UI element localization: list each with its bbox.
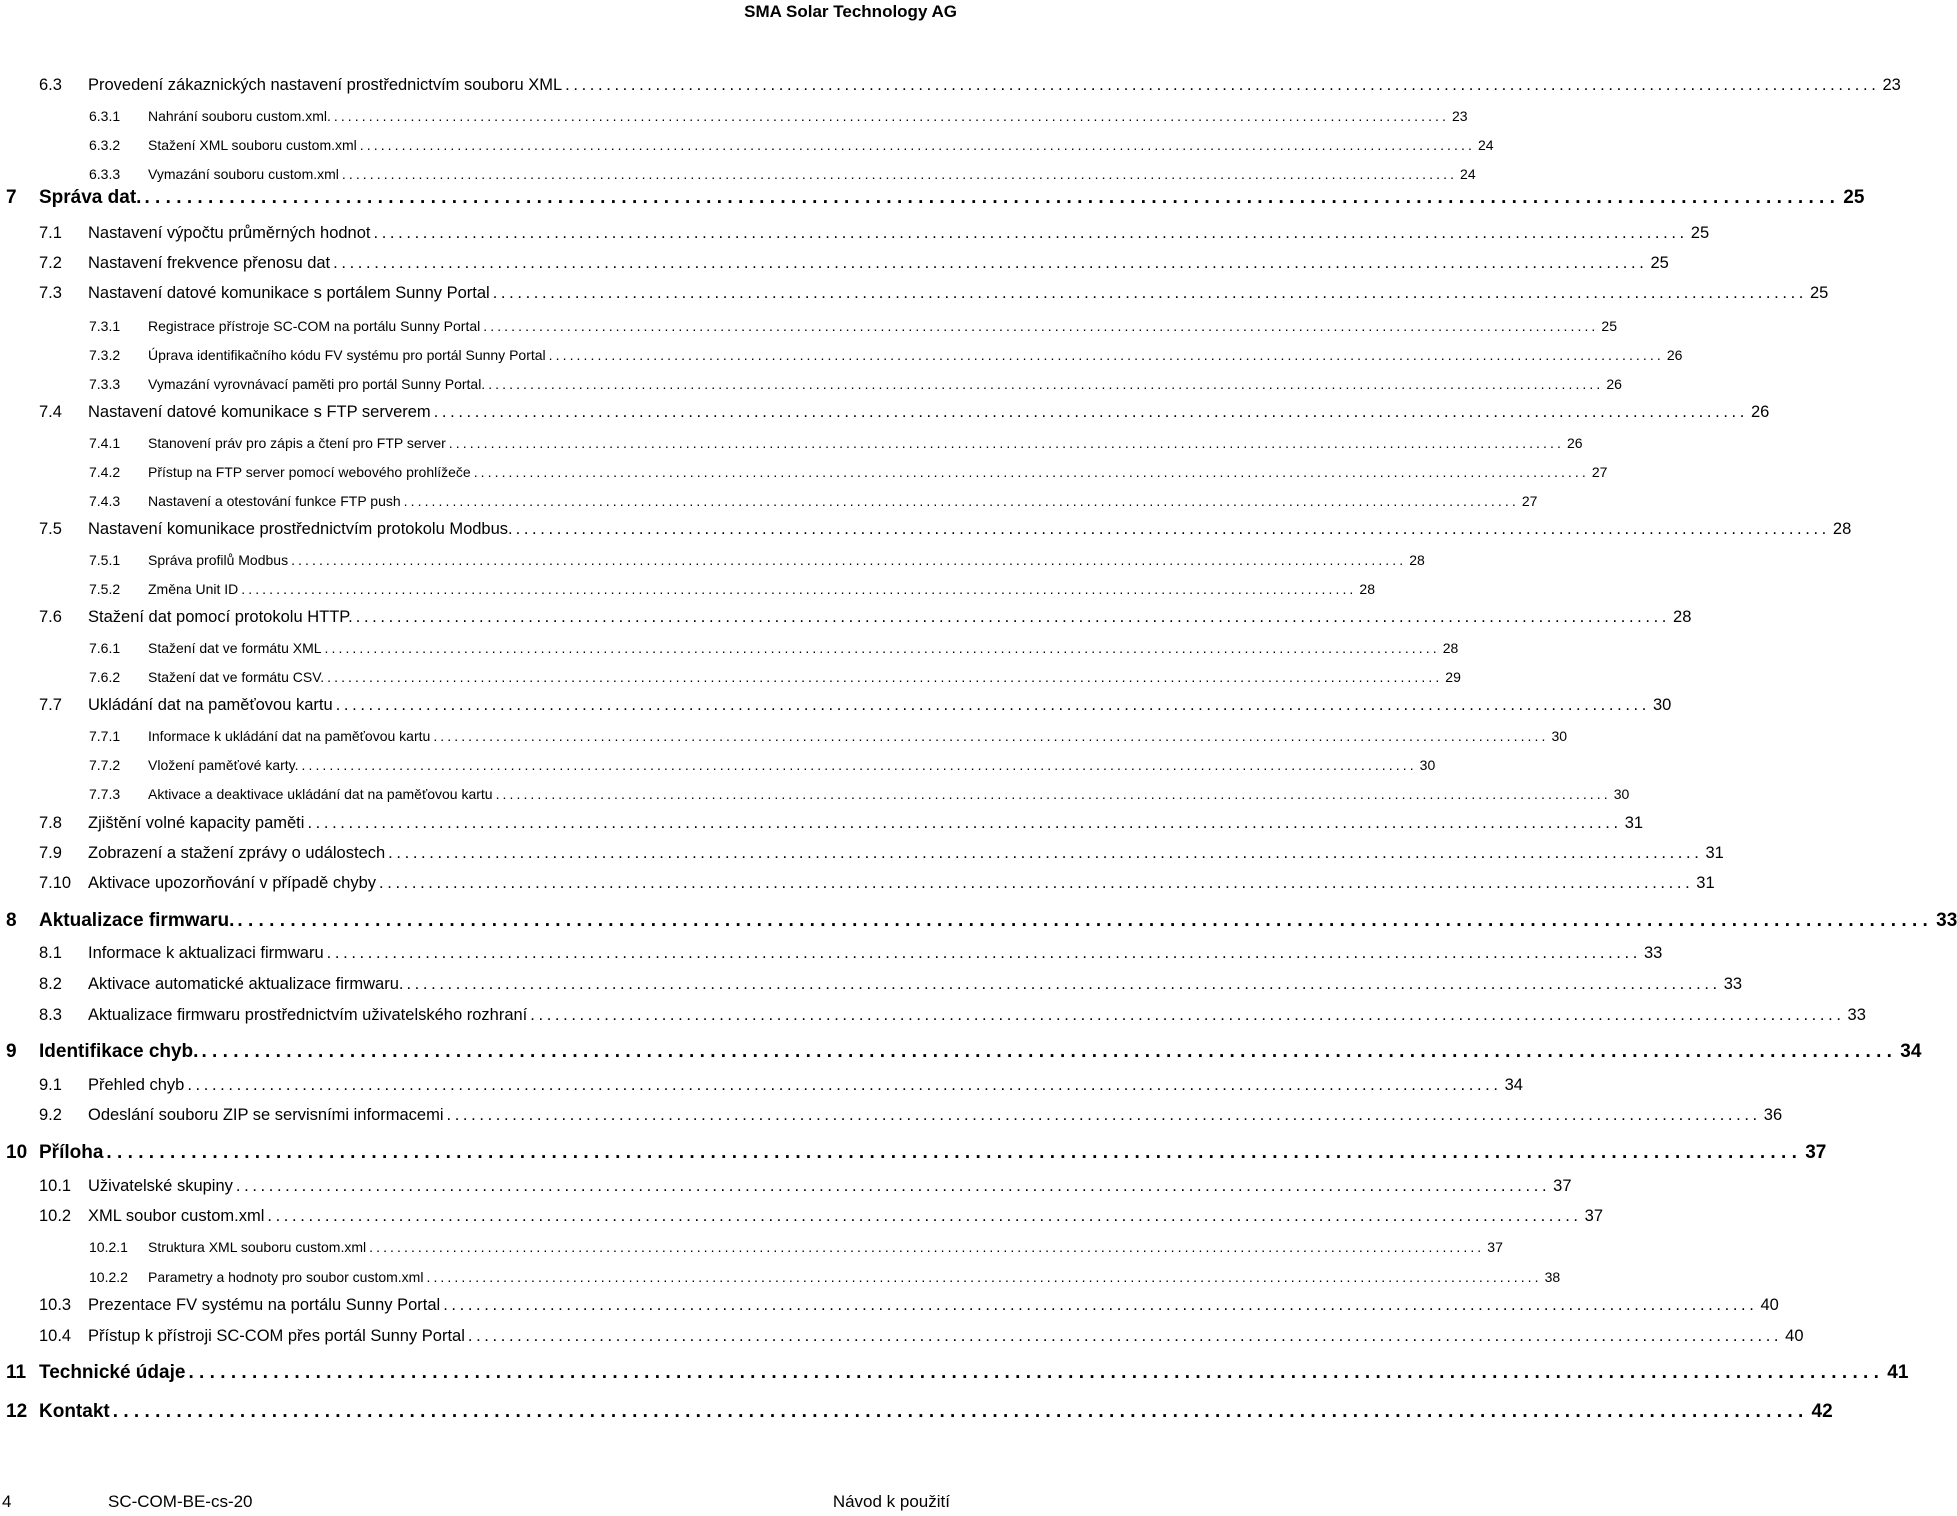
toc-entry-number: 6.3.3 — [89, 166, 121, 182]
toc-dot-leader: ................................................................................................................................................................ — [235, 1177, 1551, 1195]
toc-entry-title: Stanovení práv pro zápis a čtení pro FTP server — [148, 435, 446, 451]
toc-entry-number: 10.2.2 — [89, 1269, 128, 1285]
toc-entry-title: Změna Unit ID — [148, 581, 239, 597]
toc-dot-leader: ................................................................................................................................................................ — [237, 910, 1934, 931]
toc-dot-leader: ................................................................................................................................................................ — [341, 166, 1458, 182]
toc-entry[interactable] — [39, 1200, 1604, 1226]
toc-dot-leader: ................................................................................................................................................................ — [327, 669, 1443, 685]
toc-entry-title: Vymazání vyrovnávací paměti pro portál Sunny Portal. — [148, 376, 486, 392]
toc-entry[interactable] — [6, 1138, 1827, 1164]
toc-dot-leader: ................................................................................................................................................................ — [473, 464, 1589, 480]
toc-entry-title: XML soubor custom.xml — [88, 1207, 265, 1225]
toc-entry-title: Prezentace FV systému na portálu Sunny Portal — [88, 1296, 441, 1314]
toc-entry-title: Kontakt — [39, 1401, 110, 1422]
toc-entry[interactable] — [89, 571, 1375, 597]
toc-entry[interactable] — [89, 425, 1583, 451]
toc-entry-number: 7 — [6, 187, 17, 208]
toc-entry-number: 10 — [6, 1142, 28, 1163]
toc-entry[interactable] — [39, 69, 1901, 95]
toc-entry[interactable] — [39, 277, 1829, 303]
toc-entry-page: 28 — [1442, 640, 1459, 656]
toc-dot-leader: ................................................................................................................................................................ — [388, 844, 1703, 862]
toc-dot-leader: ................................................................................................................................................................ — [403, 493, 1519, 509]
toc-dot-leader: ................................................................................................................................................................ — [548, 347, 1664, 363]
toc-dot-leader: ................................................................................................................................................................ — [333, 254, 1648, 272]
toc-entry[interactable] — [89, 1259, 1561, 1285]
toc-entry-page: 26 — [1566, 435, 1583, 451]
toc-entry-number: 8 — [6, 910, 17, 931]
toc-dot-leader: ................................................................................................................................................................ — [515, 520, 1830, 538]
toc-entry[interactable] — [6, 1397, 1833, 1423]
toc-entry-number: 7.3.1 — [89, 318, 121, 334]
toc-entry-title: Stažení XML souboru custom.xml — [148, 137, 357, 153]
toc-entry-page: 24 — [1477, 137, 1494, 153]
toc-entry-title: Nastavení datové komunikace s FTP serverem — [88, 403, 431, 421]
toc-entry-number: 6.3.2 — [89, 137, 121, 153]
toc-dot-leader: ................................................................................................................................................................ — [433, 403, 1748, 421]
toc-entry-number: 7.2 — [39, 254, 62, 272]
toc-entry-number: 9.2 — [39, 1106, 62, 1124]
toc-entry-title: Zjištění volné kapacity paměti — [88, 814, 305, 832]
toc-entry-page: 25 — [1810, 284, 1829, 302]
toc-entry-page: 27 — [1591, 464, 1608, 480]
toc-entry-title: Struktura XML souboru custom.xml — [148, 1239, 367, 1255]
toc-entry-title: Stažení dat pomocí protokolu HTTP. — [88, 608, 353, 626]
toc-entry[interactable] — [39, 1320, 1804, 1346]
toc-dot-leader: ................................................................................................................................................................ — [467, 1327, 1783, 1345]
toc-entry-number: 7.7.3 — [89, 786, 121, 802]
toc-entry[interactable] — [89, 630, 1459, 656]
header-company-name: SMA Solar Technology AG — [744, 2, 957, 21]
toc-entry[interactable] — [89, 747, 1436, 773]
footer-document-code: SC-COM-BE-cs-20 — [108, 1492, 253, 1511]
toc-entry-title: Provedení zákaznických nastavení prostřednictvím souboru XML — [88, 76, 563, 94]
toc-entry-number: 7.4.3 — [89, 493, 121, 509]
toc-entry-page: 26 — [1666, 347, 1683, 363]
toc-dot-leader: ................................................................................................................................................................ — [301, 757, 1417, 773]
toc-entry-title: Odeslání souboru ZIP se servisními informacemi — [88, 1106, 444, 1124]
toc-entry-page: 26 — [1606, 376, 1622, 392]
toc-entry[interactable] — [39, 999, 1866, 1025]
toc-entry-number: 7.1 — [39, 224, 62, 242]
toc-entry-page: 40 — [1760, 1296, 1779, 1314]
toc-entry-title: Vymazání souboru custom.xml — [148, 166, 339, 182]
toc-dot-leader: ................................................................................................................................................................ — [112, 1401, 1809, 1422]
toc-entry-page: 25 — [1843, 187, 1865, 208]
toc-entry-number: 7.3.2 — [89, 347, 121, 363]
toc-entry-number: 10.3 — [39, 1296, 72, 1314]
toc-entry-page: 28 — [1359, 581, 1375, 597]
toc-entry-number: 6.3.1 — [89, 108, 121, 124]
toc-entry-number: 10.1 — [39, 1177, 72, 1195]
toc-entry-page: 30 — [1551, 728, 1568, 744]
toc-entry-title: Informace k ukládání dat na paměťovou kartu — [148, 728, 431, 744]
page-footer — [0, 1490, 960, 1516]
toc-entry-title: Registrace přístroje SC-COM na portálu Sunny Portal — [148, 318, 481, 334]
toc-dot-leader: ................................................................................................................................................................ — [495, 786, 1611, 802]
toc-entry-number: 8.3 — [39, 1006, 62, 1024]
toc-entry-number: 8.1 — [39, 944, 62, 962]
toc-entry-number: 7.9 — [39, 844, 62, 862]
toc-entry-page: 25 — [1601, 318, 1617, 334]
toc-dot-leader: ................................................................................................................................................................ — [406, 975, 1721, 993]
toc-dot-leader: ................................................................................................................................................................ — [355, 608, 1671, 626]
toc-entry-page: 34 — [1900, 1041, 1922, 1062]
toc-dot-leader: ................................................................................................................................................................ — [369, 1239, 1485, 1255]
toc-entry[interactable] — [6, 1037, 1922, 1063]
toc-entry-page: 30 — [1419, 757, 1436, 773]
toc-entry[interactable] — [39, 1170, 1572, 1196]
toc-dot-leader: ................................................................................................................................................................ — [373, 224, 1688, 242]
toc-entry[interactable] — [39, 396, 1770, 422]
toc-entry-title: Ukládání dat na paměťovou kartu — [88, 696, 333, 714]
footer-document-type: Návod k použití — [832, 1492, 950, 1511]
toc-entry-page: 23 — [1882, 76, 1901, 94]
toc-entry-title: Aktivace a deaktivace ukládání dat na paměťovou kartu — [148, 786, 493, 802]
toc-entry-page: 29 — [1445, 669, 1461, 685]
toc-entry-page: 37 — [1553, 1177, 1572, 1195]
toc-entry-title: Stažení dat ve formátu CSV. — [148, 669, 325, 685]
toc-entry-title: Aktualizace firmwaru. — [39, 910, 235, 931]
toc-entry[interactable] — [89, 337, 1683, 363]
toc-dot-leader: ................................................................................................................................................................ — [324, 640, 1440, 656]
toc-entry-page: 24 — [1460, 166, 1476, 182]
toc-entry[interactable] — [39, 807, 1644, 833]
toc-entry[interactable] — [39, 937, 1663, 963]
toc-entry[interactable] — [39, 217, 1710, 243]
footer-page-number: 4 — [2, 1492, 12, 1511]
toc-entry[interactable] — [89, 483, 1538, 509]
toc-entry-page: 38 — [1544, 1269, 1561, 1285]
toc-entry-title: Aktivace automatické aktualizace firmwaru. — [88, 975, 404, 993]
toc-entry-number: 12 — [6, 1401, 28, 1422]
toc-entry-number: 7.7.2 — [89, 757, 121, 773]
toc-entry-title: Nastavení a otestování funkce FTP push — [148, 493, 401, 509]
toc-entry[interactable] — [39, 247, 1669, 273]
toc-entry-page: 41 — [1887, 1362, 1909, 1383]
toc-dot-leader: ................................................................................................................................................................ — [492, 284, 1807, 302]
toc-dot-leader: ................................................................................................................................................................ — [106, 1142, 1803, 1163]
toc-dot-leader: ................................................................................................................................................................ — [241, 581, 1357, 597]
toc-entry[interactable] — [89, 718, 1568, 744]
toc-entry-title: Nastavení výpočtu průměrných hodnot — [88, 224, 371, 242]
toc-entry-number: 7.8 — [39, 814, 62, 832]
toc-entry[interactable] — [89, 1229, 1503, 1255]
toc-entry-title: Správa dat. — [39, 187, 142, 208]
toc-entry-number: 7.5 — [39, 520, 62, 538]
toc-dot-leader: ................................................................................................................................................................ — [307, 814, 1622, 832]
toc-entry[interactable] — [6, 906, 1957, 932]
toc-entry-number: 7.4 — [39, 403, 62, 421]
toc-entry[interactable] — [39, 1099, 1783, 1125]
toc-entry-title: Technické údaje — [39, 1362, 186, 1383]
toc-entry[interactable] — [89, 542, 1425, 568]
toc-entry-number: 9 — [6, 1041, 17, 1062]
toc-dot-leader: ................................................................................................................................................................ — [144, 187, 1841, 208]
toc-dot-leader: ................................................................................................................................................................ — [188, 1362, 1885, 1383]
toc-entry-number: 10.2 — [39, 1207, 72, 1225]
toc-entry[interactable] — [39, 867, 1715, 893]
toc-entry[interactable] — [89, 308, 1617, 334]
toc-dot-leader: ................................................................................................................................................................ — [291, 552, 1407, 568]
toc-entry[interactable] — [39, 1289, 1779, 1315]
toc-entry-page: 33 — [1643, 944, 1663, 962]
toc-entry[interactable] — [89, 127, 1494, 153]
toc-entry-number: 7.6.2 — [89, 669, 121, 685]
toc-dot-leader: ................................................................................................................................................................ — [267, 1207, 1582, 1225]
toc-entry[interactable] — [6, 1358, 1909, 1384]
toc-dot-leader: ................................................................................................................................................................ — [443, 1296, 1758, 1314]
toc-entry[interactable] — [89, 454, 1608, 480]
toc-entry-title: Vložení paměťové karty. — [148, 757, 299, 773]
toc-entry[interactable] — [39, 968, 1743, 994]
toc-entry-number: 10.4 — [39, 1327, 72, 1345]
toc-entry-number: 7.5.1 — [89, 552, 121, 568]
toc-entry-page: 28 — [1673, 608, 1692, 626]
toc-entry-number: 7.4.2 — [89, 464, 121, 480]
toc-entry-page: 31 — [1696, 874, 1715, 892]
toc-entry-page: 37 — [1487, 1239, 1503, 1255]
toc-entry-title: Správa profilů Modbus — [148, 552, 289, 568]
toc-entry-title: Přístup na FTP server pomocí webového prohlížeče — [148, 464, 471, 480]
toc-entry-title: Úprava identifikačního kódu FV systému pro portál Sunny Portal — [148, 347, 546, 363]
toc-entry-page: 33 — [1847, 1006, 1866, 1024]
toc-entry-title: Přístup k přístroji SC-COM přes portál Sunny Portal — [88, 1327, 465, 1345]
toc-entry-title: Aktivace upozorňování v případě chyby — [88, 874, 377, 892]
toc-entry-number: 7.10 — [39, 874, 72, 892]
toc-entry[interactable] — [39, 513, 1852, 539]
toc-entry-page: 30 — [1652, 696, 1672, 714]
toc-dot-leader: ................................................................................................................................................................ — [530, 1006, 1845, 1024]
toc-entry-title: Nastavení frekvence přenosu dat — [88, 254, 331, 272]
toc-dot-leader: ................................................................................................................................................................ — [483, 318, 1599, 334]
toc-entry[interactable] — [39, 1069, 1523, 1095]
toc-entry-page: 25 — [1690, 224, 1710, 242]
toc-dot-leader: ................................................................................................................................................................ — [187, 1076, 1502, 1094]
toc-entry-title: Parametry a hodnoty pro soubor custom.xml — [148, 1269, 424, 1285]
toc-entry[interactable] — [89, 98, 1468, 124]
toc-entry-page: 37 — [1805, 1142, 1827, 1163]
toc-dot-leader: ................................................................................................................................................................ — [335, 696, 1650, 714]
toc-entry-page: 23 — [1452, 108, 1468, 124]
toc-entry-title: Uživatelské skupiny — [88, 1177, 233, 1195]
toc-entry-title: Příloha — [39, 1142, 104, 1163]
toc-entry-number: 7.7 — [39, 696, 62, 714]
toc-entry-number: 7.6.1 — [89, 640, 121, 656]
toc-entry[interactable] — [89, 776, 1630, 802]
toc-entry-title: Zobrazení a stažení zprávy o událostech — [88, 844, 386, 862]
toc-entry-title: Nahrání souboru custom.xml. — [148, 108, 331, 124]
toc-entry-number: 7.4.1 — [89, 435, 121, 451]
toc-entry-page: 28 — [1832, 520, 1852, 538]
toc-entry-number: 10.2.1 — [89, 1239, 128, 1255]
toc-entry[interactable] — [89, 156, 1476, 182]
toc-entry-number: 11 — [6, 1362, 27, 1383]
toc-entry-page: 30 — [1613, 786, 1630, 802]
toc-entry-page: 36 — [1763, 1106, 1783, 1124]
toc-dot-leader: ................................................................................................................................................................ — [359, 137, 1475, 153]
toc-dot-leader: ................................................................................................................................................................ — [426, 1269, 1542, 1285]
toc-entry-number: 7.3 — [39, 284, 62, 302]
toc-entry[interactable] — [39, 601, 1692, 627]
toc-entry-page: 40 — [1785, 1327, 1804, 1345]
toc-dot-leader: ................................................................................................................................................................ — [379, 874, 1694, 892]
toc-entry-page: 31 — [1705, 844, 1724, 862]
toc-dot-leader: ................................................................................................................................................................ — [448, 435, 1564, 451]
toc-entry-number: 7.5.2 — [89, 581, 121, 597]
toc-entry-number: 8.2 — [39, 975, 62, 993]
toc-entry-page: 37 — [1584, 1207, 1604, 1225]
toc-entry-page: 26 — [1750, 403, 1770, 421]
toc-entry-page: 34 — [1504, 1076, 1523, 1094]
toc-entry-title: Informace k aktualizaci firmwaru — [88, 944, 324, 962]
toc-entry[interactable] — [89, 659, 1461, 685]
toc-entry[interactable] — [89, 366, 1622, 392]
toc-dot-leader: ................................................................................................................................................................ — [433, 728, 1549, 744]
toc-entry-number: 7.7.1 — [89, 728, 121, 744]
toc-entry-number: 6.3 — [39, 76, 62, 94]
toc-dot-leader: ................................................................................................................................................................ — [326, 944, 1641, 962]
toc-entry-title: Identifikace chyb. — [39, 1041, 199, 1062]
toc-entry[interactable] — [39, 837, 1724, 863]
toc-entry-page: 25 — [1650, 254, 1669, 272]
toc-entry-page: 27 — [1521, 493, 1538, 509]
toc-entry-page: 28 — [1409, 552, 1425, 568]
toc-dot-leader: ................................................................................................................................................................ — [333, 108, 1450, 124]
toc-entry-title: Přehled chyb — [88, 1076, 185, 1094]
toc-entry-page: 31 — [1624, 814, 1644, 832]
toc-entry-title: Nastavení datové komunikace s portálem Sunny Portal — [88, 284, 490, 302]
toc-entry-page: 33 — [1723, 975, 1743, 993]
toc-entry-number: 9.1 — [39, 1076, 62, 1094]
toc-entry[interactable] — [39, 689, 1672, 715]
toc-dot-leader: ................................................................................................................................................................ — [201, 1041, 1898, 1062]
toc-dot-leader: ................................................................................................................................................................ — [446, 1106, 1761, 1124]
toc-entry[interactable] — [6, 183, 1865, 209]
toc-entry-title: Nastavení komunikace prostřednictvím protokolu Modbus. — [88, 520, 513, 538]
toc-entry-number: 7.6 — [39, 608, 62, 626]
toc-dot-leader: ................................................................................................................................................................ — [488, 376, 1604, 392]
toc-entry-page: 33 — [1936, 910, 1957, 931]
toc-entry-title: Stažení dat ve formátu XML — [148, 640, 322, 656]
toc-entry-page: 42 — [1811, 1401, 1833, 1422]
toc-dot-leader: ................................................................................................................................................................ — [565, 76, 1880, 94]
toc-entry-title: Aktualizace firmwaru prostřednictvím uživatelského rozhraní — [88, 1006, 528, 1024]
toc-entry-number: 7.3.3 — [89, 376, 121, 392]
